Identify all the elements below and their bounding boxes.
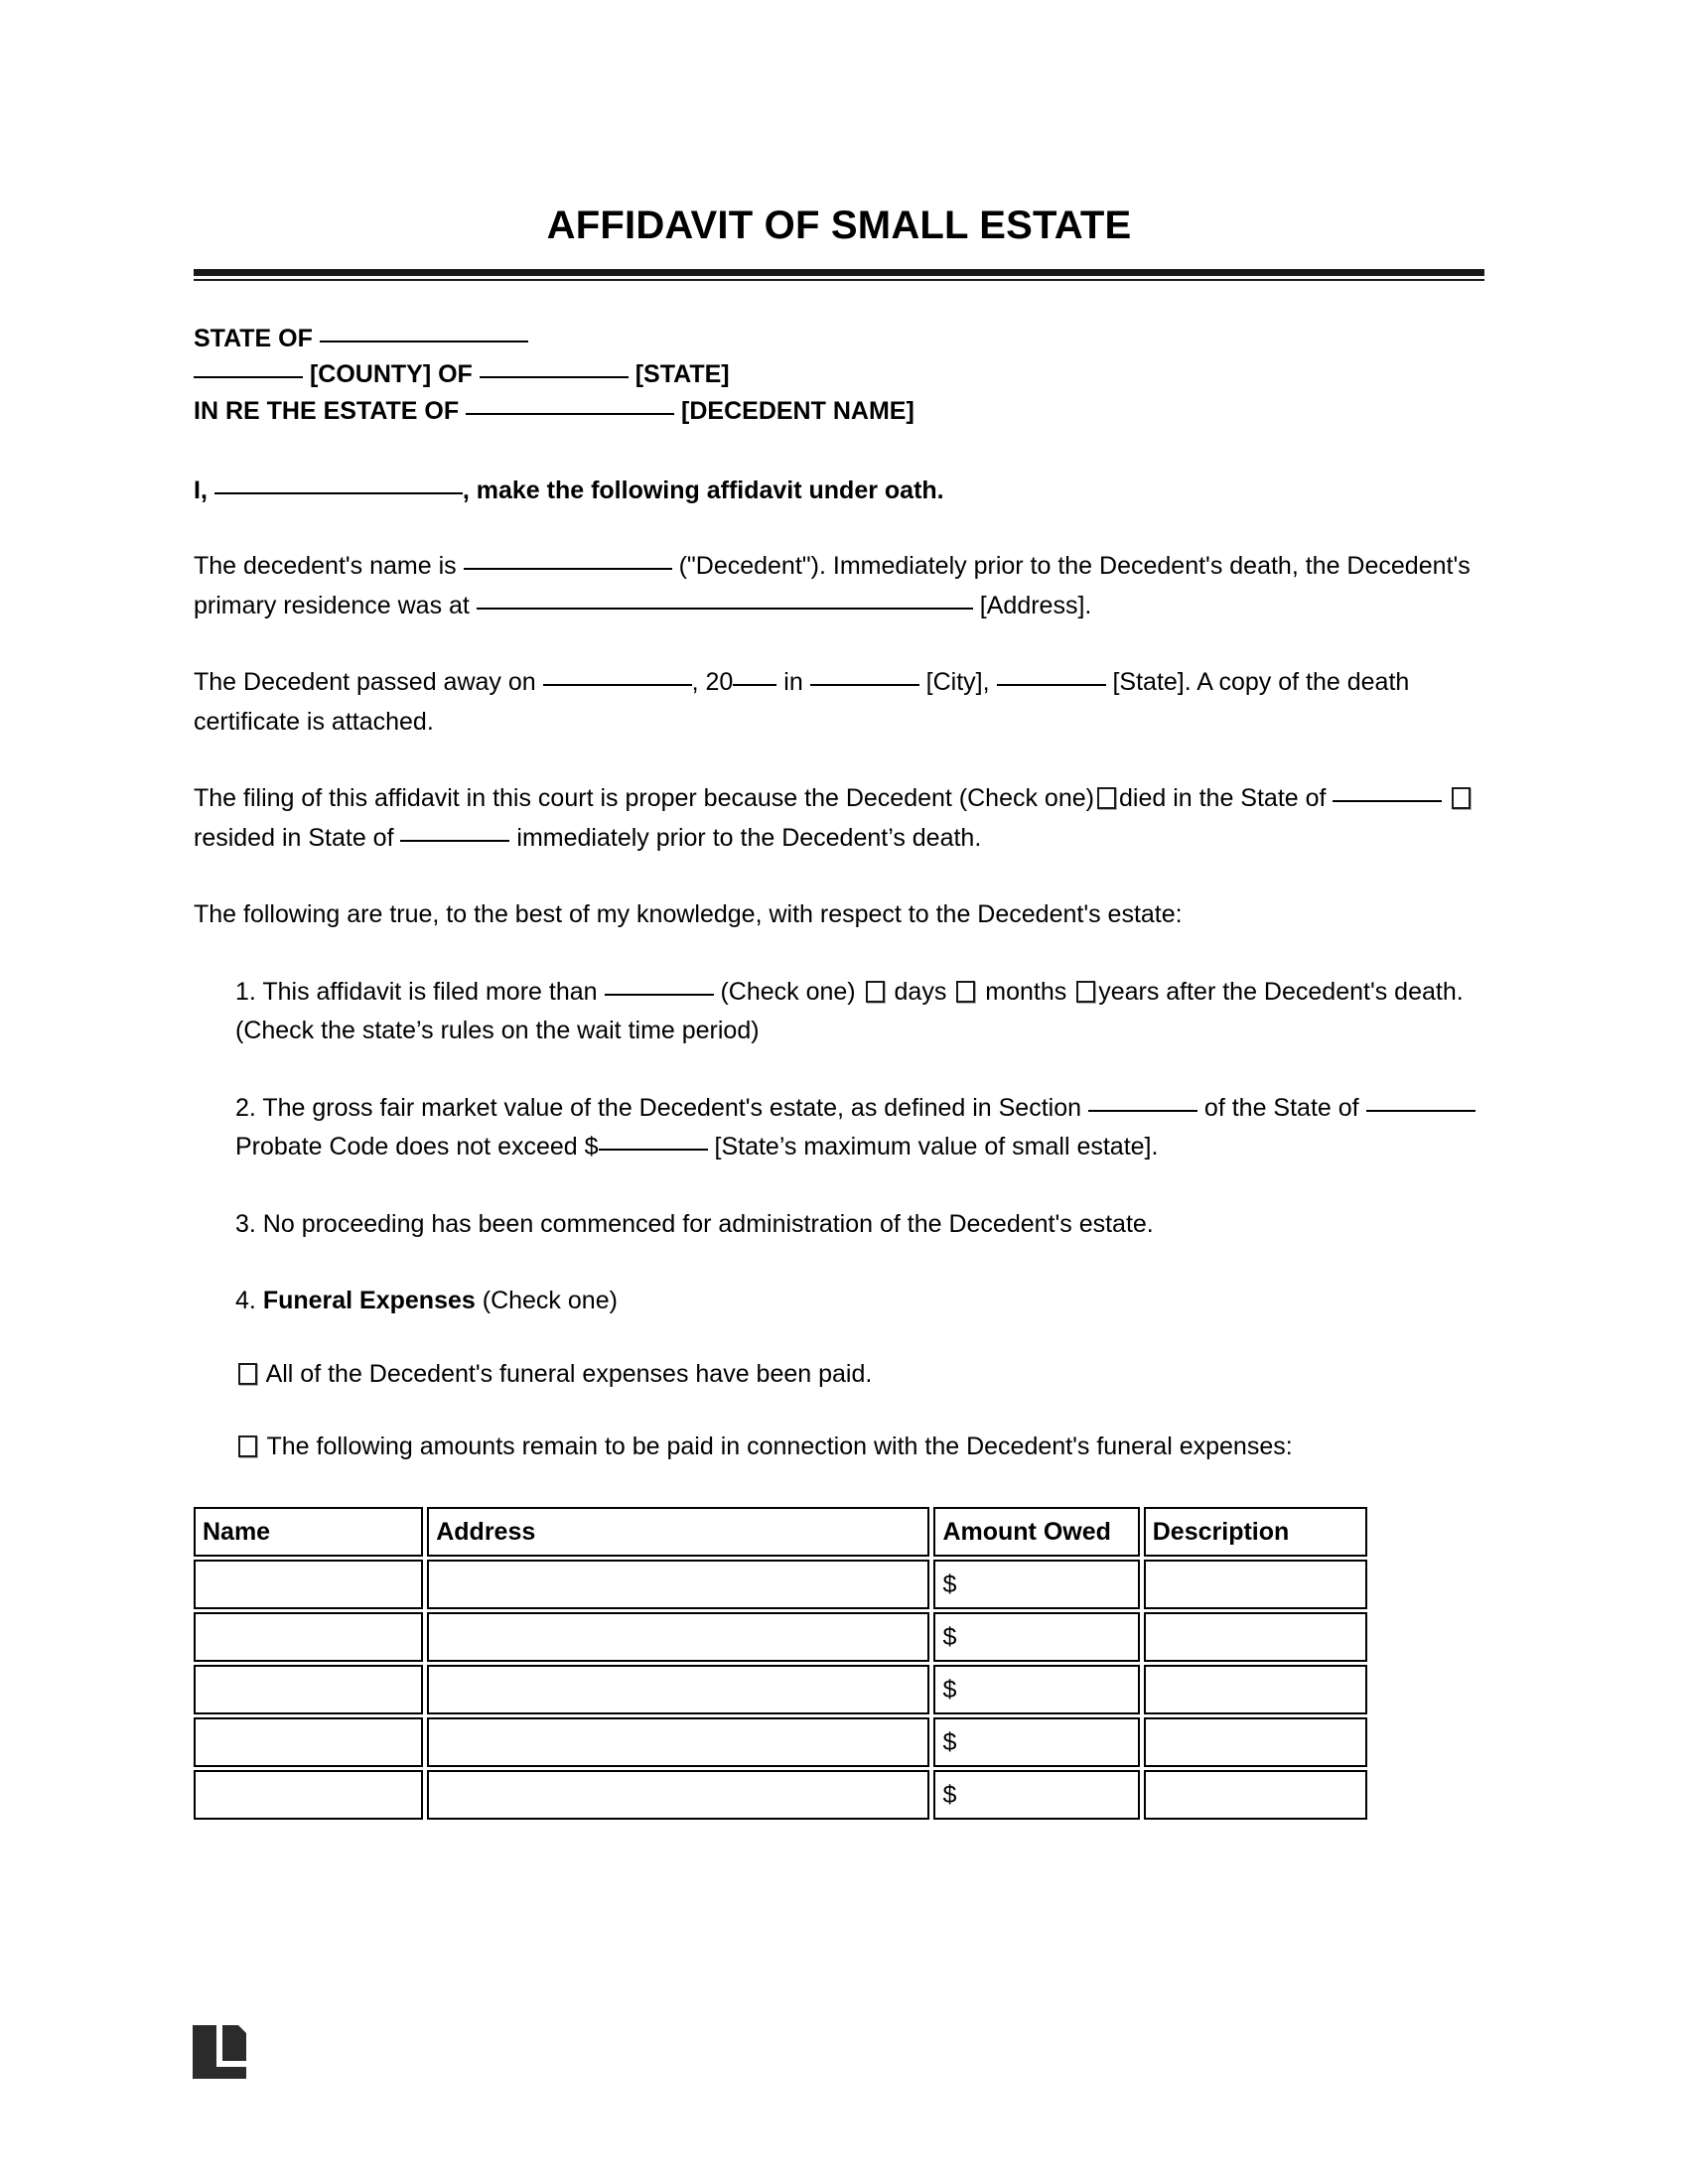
- divider-thin-line: [194, 279, 1484, 281]
- caption-decedent-tag: [DECEDENT NAME]: [681, 396, 914, 425]
- passed-away-text-3: in: [783, 668, 803, 697]
- item2-text-b: of the State of: [1203, 1093, 1359, 1122]
- affiant-name-blank[interactable]: [214, 492, 463, 494]
- divider-thick-line: [194, 269, 1484, 276]
- cell-description[interactable]: [1144, 1560, 1367, 1609]
- caption-state-label: STATE OF: [194, 325, 313, 352]
- caption-county-line: [194, 356, 1484, 392]
- caption-state-line: [194, 321, 1484, 356]
- checkbox-expenses-paid[interactable]: [238, 1363, 257, 1385]
- section-number-blank[interactable]: [1088, 1110, 1197, 1112]
- list-item-4: [194, 1282, 1484, 1321]
- item1-days-label: days: [894, 977, 947, 1006]
- checkbox-days[interactable]: [866, 981, 885, 1003]
- cell-name[interactable]: [194, 1717, 423, 1767]
- county-state-blank[interactable]: [480, 376, 629, 378]
- passed-away-text-1: The Decedent passed away on: [194, 668, 536, 697]
- cell-address[interactable]: [427, 1612, 929, 1662]
- brand-logo-icon: [191, 2023, 248, 2081]
- cell-name[interactable]: [194, 1612, 423, 1662]
- column-header-amount-owed: Amount Owed: [933, 1507, 1139, 1557]
- passed-away-text-5: [State]. A copy of the death certificate is attached.: [194, 668, 1410, 736]
- cell-amount[interactable]: $: [933, 1770, 1139, 1820]
- residence-address-blank[interactable]: [477, 608, 973, 610]
- resided-state-blank[interactable]: [400, 840, 509, 842]
- cell-name[interactable]: [194, 1665, 423, 1714]
- caption-estate-line: [194, 393, 1484, 429]
- column-header-name: Name: [194, 1507, 423, 1557]
- cell-amount[interactable]: $: [933, 1717, 1139, 1767]
- item2-text-c: Probate Code does not exceed $: [235, 1133, 599, 1161]
- death-date-blank[interactable]: [543, 684, 692, 686]
- checkbox-expenses-remaining[interactable]: [238, 1435, 257, 1457]
- item1-text-b: (Check one): [720, 977, 856, 1006]
- title-divider: [194, 269, 1484, 281]
- filing-text-4: immediately prior to the Decedent’s death.: [516, 823, 982, 852]
- list-item-3: 3. No proceeding has been commenced for administration of the Decedent's estate.: [235, 1209, 1154, 1238]
- death-city-blank[interactable]: [810, 684, 919, 686]
- caption-estate-label: IN RE THE ESTATE OF: [194, 396, 460, 425]
- decedent-name-text-2: ("Decedent"). Immediately prior to the Decedent's death, the Decedent's primary residence was at: [194, 552, 1471, 619]
- cell-description[interactable]: [1144, 1770, 1367, 1820]
- checkbox-resided-in-state[interactable]: [1452, 787, 1471, 809]
- item2-text-d: [State’s maximum value of small estate].: [714, 1133, 1159, 1161]
- funeral-paid-label: All of the Decedent's funeral expenses have been paid.: [265, 1359, 873, 1388]
- page-title: AFFIDAVIT OF SMALL ESTATE: [546, 204, 1132, 247]
- table-row: [194, 1665, 1367, 1714]
- table-row: [194, 1560, 1367, 1609]
- item2-text-a: 2. The gross fair market value of the Decedent's estate, as defined in Section: [235, 1093, 1082, 1122]
- probate-state-blank[interactable]: [1366, 1110, 1476, 1112]
- list-item-2: [194, 1089, 1484, 1167]
- death-year-blank[interactable]: [733, 684, 776, 686]
- checkbox-died-in-state[interactable]: [1097, 787, 1116, 809]
- filing-text-1: The filing of this affidavit in this court is proper because the Decedent (Check one): [194, 784, 1094, 813]
- cell-address[interactable]: [427, 1665, 929, 1714]
- paragraph-venue: [194, 779, 1484, 858]
- cell-name[interactable]: [194, 1560, 423, 1609]
- funeral-option-remaining: [194, 1428, 1484, 1467]
- paragraph-list-intro: The following are true, to the best of my knowledge, with respect to the Decedent's estate:: [194, 900, 1183, 929]
- decedent-fullname-blank[interactable]: [464, 568, 672, 570]
- cell-name[interactable]: [194, 1770, 423, 1820]
- caption-county-label: [COUNTY] OF: [309, 360, 473, 389]
- passed-away-text-2: , 20: [691, 668, 734, 697]
- cell-description[interactable]: [1144, 1612, 1367, 1662]
- paragraph-decedent-residence: [194, 547, 1484, 625]
- cell-amount[interactable]: $: [933, 1612, 1139, 1662]
- item1-text-a: 1. This affidavit is filed more than: [235, 977, 598, 1006]
- list-item-1: [194, 973, 1484, 1051]
- cell-description[interactable]: [1144, 1665, 1367, 1714]
- item1-months-label: months: [985, 977, 1067, 1006]
- item4-number: 4.: [235, 1287, 256, 1315]
- cell-address[interactable]: [427, 1717, 929, 1767]
- cell-amount[interactable]: $: [933, 1665, 1139, 1714]
- decedent-name-text-3: [Address].: [979, 591, 1092, 619]
- checkbox-years[interactable]: [1076, 981, 1095, 1003]
- cell-address[interactable]: [427, 1560, 929, 1609]
- caption-state-tag: [STATE]: [634, 360, 730, 389]
- case-caption: [194, 321, 1484, 429]
- cell-address[interactable]: [427, 1770, 929, 1820]
- state-blank[interactable]: [320, 341, 528, 342]
- checkbox-months[interactable]: [956, 981, 975, 1003]
- table-row: [194, 1612, 1367, 1662]
- table-row: [194, 1717, 1367, 1767]
- column-header-address: Address: [427, 1507, 929, 1557]
- document-content: [194, 0, 1484, 1823]
- max-value-blank[interactable]: [599, 1149, 708, 1151]
- died-state-blank[interactable]: [1333, 800, 1442, 802]
- cell-description[interactable]: [1144, 1717, 1367, 1767]
- column-header-description: Description: [1144, 1507, 1367, 1557]
- item4-heading: Funeral Expenses: [262, 1287, 476, 1315]
- death-state-blank[interactable]: [997, 684, 1106, 686]
- cell-amount[interactable]: $: [933, 1560, 1139, 1609]
- paragraph-date-of-death: [194, 663, 1484, 742]
- wait-period-blank[interactable]: [605, 994, 714, 996]
- decedent-name-blank[interactable]: [466, 413, 674, 415]
- funeral-expenses-table: [194, 1507, 1367, 1820]
- oath-suffix: , make the following affidavit under oath.: [462, 476, 944, 504]
- funeral-option-paid: [194, 1355, 1484, 1395]
- funeral-remaining-label: The following amounts remain to be paid in connection with the Decedent's funeral expenses:: [266, 1433, 1293, 1461]
- filing-text-3: resided in State of: [194, 823, 394, 852]
- oath-prefix: I,: [194, 476, 208, 504]
- item1-years-label: years after the Decedent's death. (Check the state’s rules on the wait time period): [235, 977, 1464, 1045]
- item4-instruction: (Check one): [482, 1287, 618, 1315]
- oath-statement: [194, 473, 1484, 510]
- table-row: [194, 1770, 1367, 1820]
- table-header-row: [194, 1507, 1367, 1557]
- county-blank[interactable]: [194, 376, 303, 378]
- decedent-name-text-1: The decedent's name is: [194, 552, 457, 581]
- filing-text-2: died in the State of: [1118, 784, 1327, 813]
- passed-away-text-4: [City],: [925, 668, 990, 697]
